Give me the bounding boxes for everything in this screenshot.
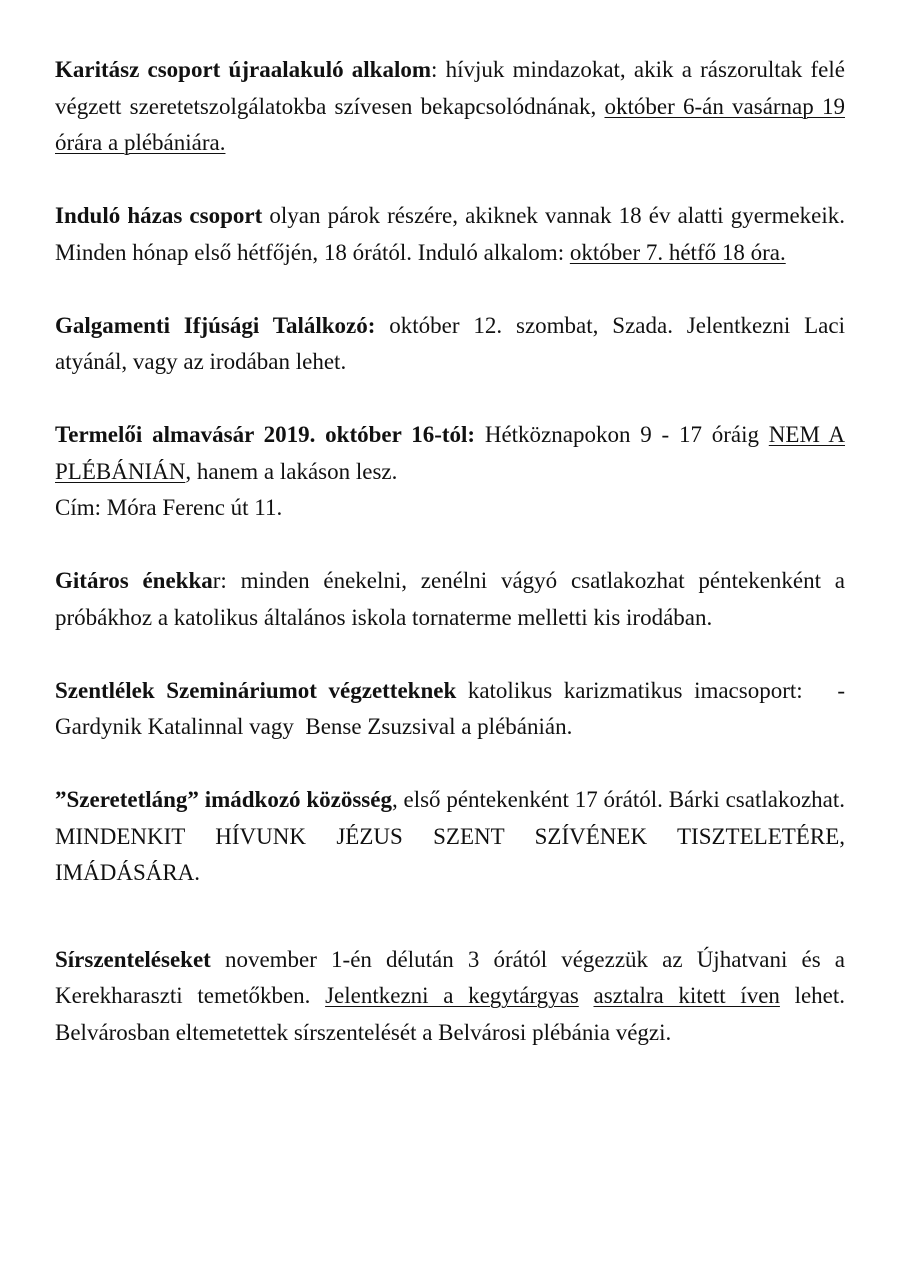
announcement-szentlelek-szeminarium	[55, 673, 857, 746]
announcement-title: Gitáros énekka	[55, 568, 213, 593]
announcement-text: október 12. szombat, Szada. Jelentkezni Laci atyánál, vagy az irodában lehet.	[55, 312, 845, 374]
announcement-szeretetlang	[55, 782, 845, 892]
announcement-address: Cím: Móra Ferenc út 11.	[55, 495, 283, 520]
announcement-emphasis: NEM A PLÉBÁNIÁN	[55, 422, 846, 484]
announcement-title: Karitász csoport újraalakuló alkalom	[55, 57, 432, 82]
announcement-ifjusagi-talalkozo	[55, 308, 845, 381]
announcement-title: Szentlélek Szemináriumot végzetteknek	[55, 677, 457, 703]
announcement-underlined-phrase-2: asztalra kitett íven	[593, 983, 780, 1008]
announcement-space	[579, 983, 594, 1008]
announcement-title: Galgamenti Ifjúsági Találkozó:	[55, 312, 376, 338]
announcement-karitasz	[55, 52, 845, 162]
announcement-text-end: , hanem a lakáson lesz.	[185, 458, 398, 484]
announcement-text: katolikus karizmatikus imacsoport: - Gardynik Katalinnal vagy Bense Zsuzsival a plébánián.	[55, 677, 857, 739]
announcement-title: Termelői almavásár 2019. október 16-tól:	[55, 422, 476, 447]
announcement-underlined-phrase: Jelentkezni a kegytárgyas	[325, 983, 579, 1008]
announcement-date: október 7. hétfő 18 óra.	[569, 239, 786, 265]
announcement-title: Induló házas csoport	[55, 203, 263, 228]
announcement-title: Sírszenteléseket	[55, 946, 211, 972]
announcement-almavasar	[55, 417, 845, 527]
announcement-gitaros-enekkar	[55, 563, 845, 636]
announcement-text: , első péntekenként 17 órától. Bárki csatlakozhat. MINDENKIT HÍVUNK JÉZUS SZENT SZÍVÉNEK TISZTELETÉRE, IMÁDÁSÁRA.	[55, 787, 845, 885]
announcement-hazas-csoport	[55, 198, 845, 271]
announcement-text: november 1-én délután 3 órától végezzük az Újhatvani és a Kerekharaszti temetőkben.	[55, 946, 845, 1008]
announcement-sirszenteles	[55, 942, 845, 1052]
announcements-page	[55, 52, 857, 1051]
announcement-date: október 6-án vasárnap 19 órára a plébániára.	[55, 93, 845, 155]
announcement-text: r: minden énekelni, zenélni vágyó csatlakozhat péntekenként a próbákhoz a katolikus általános iskola tornaterme melletti kis irodában.	[55, 568, 846, 630]
announcement-text-end: lehet. Belvárosban eltemetettek sírszentelését a Belvárosi plébánia végzi.	[55, 983, 846, 1045]
announcement-title: ”Szeretetláng” imádkozó közösség	[55, 787, 392, 812]
announcement-text: olyan párok részére, akiknek vannak 18 év alatti gyermekeik. Minden hónap első hétfőjén, 18 órától. Induló alkalom:	[55, 203, 846, 265]
announcement-text: : hívjuk mindazokat, akik a rászorultak felé végzett szeretetszolgálatokba szívesen bekapcsolódnának,	[55, 57, 845, 119]
announcement-text: Hétköznapokon 9 - 17 óráig	[475, 422, 769, 447]
